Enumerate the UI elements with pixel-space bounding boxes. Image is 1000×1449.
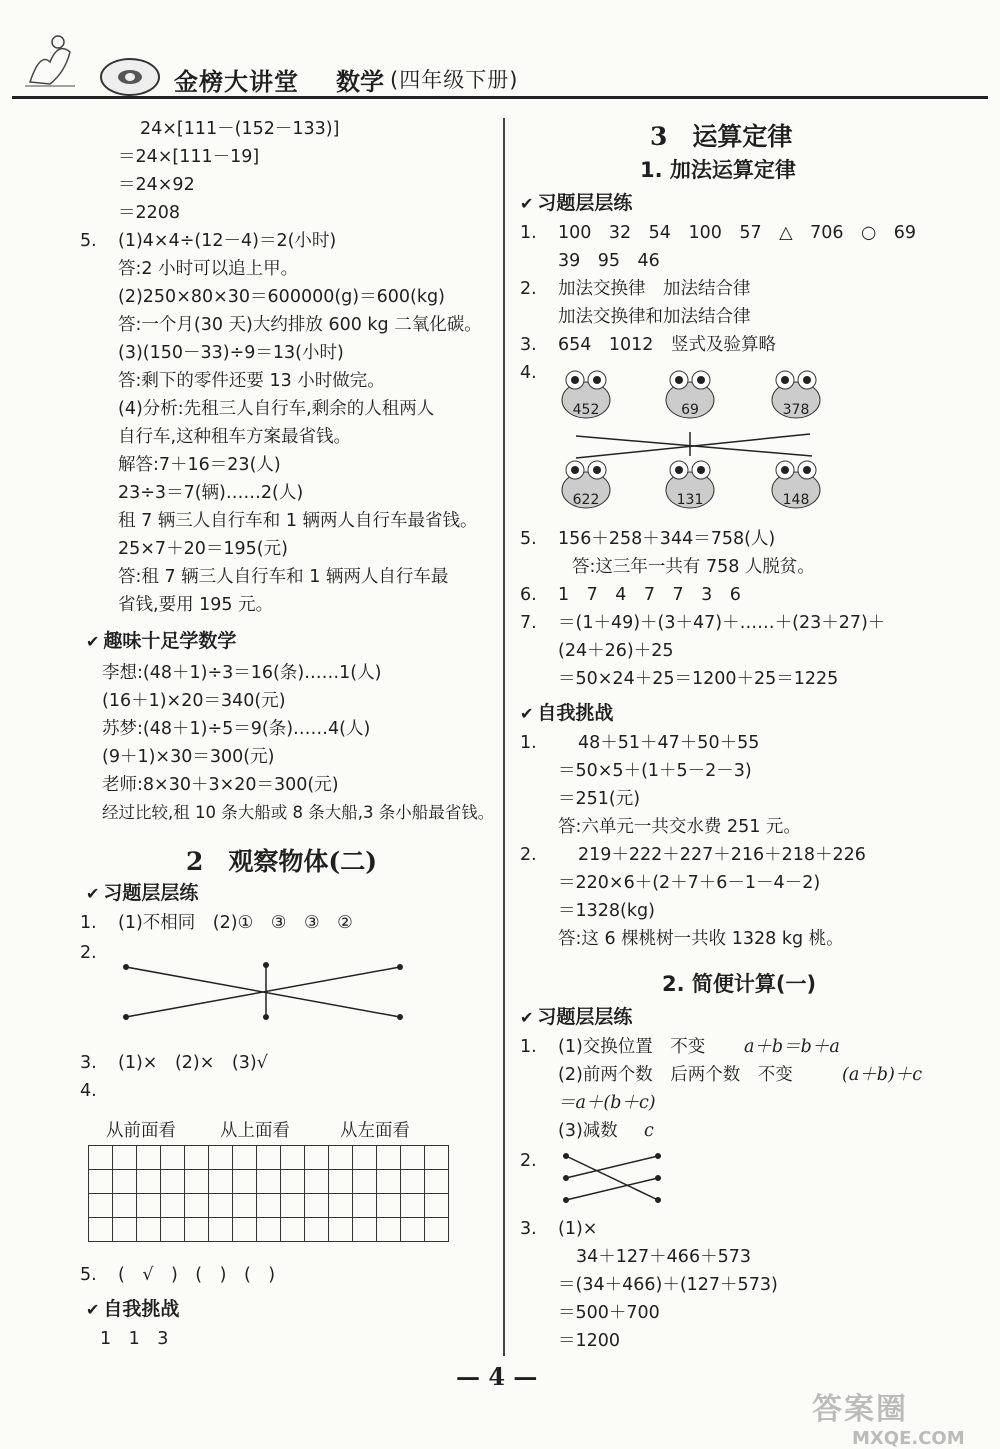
q5-line: 自行车,这种租车方案最省钱。 — [118, 427, 352, 447]
fun-line: 经过比较,租 10 条大船或 8 条大船,3 条小船最省钱。 — [102, 803, 495, 822]
s3-line: ＝(34＋466)＋(127＋573) — [558, 1275, 778, 1295]
q5-line: 答:租 7 辆三人自行车和 1 辆两人自行车最 — [118, 567, 449, 587]
q5-line: 租 7 辆三人自行车和 1 辆两人自行车最省钱。 — [118, 511, 478, 531]
header-rule — [12, 96, 988, 99]
q5-line: (4)分析:先租三人自行车,剩余的人租两人 — [118, 399, 435, 419]
view-label-front: 从前面看 — [106, 1121, 176, 1141]
header-grade: (四年级下册) — [390, 68, 519, 92]
frog-number: 131 — [676, 492, 704, 508]
q5-line: 25×7＋20＝195(元) — [118, 539, 288, 559]
q5-line: (3)(150－33)÷9＝13(小时) — [118, 343, 344, 363]
frog-icon — [558, 456, 614, 512]
frog-icon — [662, 366, 718, 422]
fun-line: 苏梦:(48＋1)÷5＝9(条)……4(人) — [102, 719, 371, 739]
watermark-logo — [812, 1384, 982, 1449]
s3-line: 34＋127＋466＋573 — [576, 1247, 751, 1267]
r7-answer: ＝(1＋49)＋(3＋47)＋……＋(23＋27)＋ — [558, 613, 886, 633]
check-icon: ✔ — [520, 1008, 534, 1027]
calc-line: ＝2208 — [118, 203, 181, 223]
q5-line: 解答:7＋16＝23(人) — [118, 455, 281, 475]
s1-answer: (2)前两个数 后两个数 不变 — [558, 1065, 793, 1085]
r6-number: 6. — [520, 585, 537, 605]
column-divider — [503, 118, 505, 1356]
r5-answer: 答:这三年一共有 758 人脱贫。 — [572, 557, 815, 577]
check-icon: ✔ — [86, 884, 100, 903]
r7-answer: ＝50×24＋25＝1200＋25＝1225 — [558, 669, 839, 689]
c2-line: 219＋222＋227＋216＋218＋226 — [578, 845, 866, 865]
view-grid — [88, 1145, 449, 1242]
p3-number: 3. — [80, 1053, 97, 1073]
r4-number: 4. — [520, 363, 537, 383]
r1-answer: 39 95 46 — [558, 251, 660, 271]
watermark-url: MXQE.COM — [852, 1428, 965, 1449]
q5-line: 答:一个月(30 天)大约排放 600 kg 二氧化碳。 — [118, 315, 482, 335]
r3-number: 3. — [520, 335, 537, 355]
view-label-top: 从上面看 — [220, 1121, 290, 1141]
challenge-section-title: ✔ 自我挑战 — [86, 1298, 180, 1320]
check-icon: ✔ — [86, 632, 100, 651]
q5-line: 答:剩下的零件还要 13 小时做完。 — [118, 371, 385, 391]
chapter-3-title: 3 运算定律 — [650, 122, 793, 151]
frog-number: 622 — [572, 492, 600, 508]
view-label-left: 从左面看 — [340, 1121, 410, 1141]
p1-answer: (1)不相同 (2)① ③ ③ ② — [118, 913, 353, 933]
challenge-section-title: ✔ 自我挑战 — [520, 702, 614, 724]
calc-line: 24×[111－(152－133)] — [140, 119, 340, 139]
check-icon: ✔ — [86, 1300, 100, 1319]
q5-number: 5. — [80, 231, 97, 251]
c1-line: ＝251(元) — [558, 789, 641, 809]
practice-section-title: ✔ 习题层层练 — [520, 192, 633, 214]
s1-answer: (1)交换位置 不变 — [558, 1037, 706, 1057]
s1-number: 1. — [520, 1037, 537, 1057]
s2-number: 2. — [520, 1151, 537, 1171]
c2-number: 2. — [520, 845, 537, 865]
s1-formula: a＋b＝b＋a — [744, 1037, 840, 1057]
c1-line: 48＋51＋47＋50＋55 — [578, 733, 760, 753]
matching-lines-diagram — [118, 955, 408, 1027]
c2-line: ＝220×6＋(2＋7＋6－1－4－2) — [558, 873, 821, 893]
r6-answer: 1 7 4 7 7 3 6 — [558, 585, 741, 605]
chapter-2-title: 2 观察物体(二) — [186, 847, 378, 876]
c1-number: 1. — [520, 733, 537, 753]
r1-answer: 100 32 54 100 57 △ 706 ○ 69 — [558, 223, 917, 243]
frog-icon — [768, 456, 824, 512]
fun-section-title: ✔ 趣味十足学数学 — [86, 630, 237, 652]
p5-answer: ( √ ) ( ) ( ) — [118, 1265, 276, 1285]
calc-line: ＝24×[111－19] — [118, 147, 260, 167]
p5-number: 5. — [80, 1265, 97, 1285]
header-logo-icon — [100, 58, 160, 96]
r2-answer: 加法交换律 加法结合律 — [558, 279, 751, 299]
r7-answer: (24＋26)＋25 — [558, 641, 674, 661]
c1-line: 答:六单元一共交水费 251 元。 — [558, 817, 801, 837]
frog-icon — [558, 366, 614, 422]
p4-number: 4. — [80, 1081, 97, 1101]
frog-icon — [768, 366, 824, 422]
r7-number: 7. — [520, 613, 537, 633]
q5-line: (2)250×80×30＝600000(g)＝600(kg) — [118, 287, 445, 307]
s1-formula: c — [644, 1121, 654, 1141]
sub2-title: 2. 简便计算(一) — [662, 972, 817, 996]
s1-formula: (a＋b)＋c — [842, 1065, 923, 1085]
s3-line: ＝1200 — [558, 1331, 621, 1351]
q5-line: 答:2 小时可以追上甲。 — [118, 259, 299, 279]
r3-answer: 654 1012 竖式及验算略 — [558, 335, 776, 355]
r2-number: 2. — [520, 279, 537, 299]
c1-line: ＝50×5＋(1＋5－2－3) — [558, 761, 752, 781]
fun-line: 老师:8×30＋3×20＝300(元) — [102, 775, 339, 795]
r5-answer: 156＋258＋344＝758(人) — [558, 529, 776, 549]
q5-line: 省钱,要用 195 元。 — [118, 595, 274, 615]
s3-number: 3. — [520, 1219, 537, 1239]
c2-line: ＝1328(kg) — [558, 901, 655, 921]
p1-number: 1. — [80, 913, 97, 933]
calc-line: ＝24×92 — [118, 175, 195, 195]
fun-line: 李想:(48＋1)÷3＝16(条)……1(人) — [102, 663, 382, 683]
sub1-title: 1. 加法运算定律 — [640, 158, 796, 182]
frog-icon — [662, 456, 718, 512]
r2-answer: 加法交换律和加法结合律 — [558, 307, 751, 327]
q5-line: 23÷3＝7(辆)……2(人) — [118, 483, 304, 503]
frog-number: 69 — [681, 402, 699, 418]
fun-line: (9＋1)×30＝300(元) — [102, 747, 275, 767]
header-brand: 金榜大讲堂 — [174, 68, 299, 96]
practice-section-title: ✔ 习题层层练 — [86, 882, 199, 904]
s3-line: (1)× — [558, 1219, 598, 1239]
watermark-text: 答案圈 — [812, 1392, 908, 1427]
check-icon: ✔ — [520, 704, 534, 723]
page-number: — 4 — — [456, 1362, 538, 1391]
s1-formula: ＝a＋(b＋c) — [558, 1093, 656, 1113]
matching-lines-diagram — [558, 1148, 668, 1208]
frog-number: 452 — [572, 402, 600, 418]
p3-answer: (1)× (2)× (3)√ — [118, 1053, 268, 1073]
frog-number: 148 — [782, 492, 810, 508]
r5-number: 5. — [520, 529, 537, 549]
frog-number: 378 — [782, 402, 810, 418]
p2-number: 2. — [80, 943, 97, 963]
header-decoration-icon — [20, 22, 80, 92]
check-icon: ✔ — [520, 194, 534, 213]
q5-line: (1)4×4÷(12－4)＝2(小时) — [118, 231, 337, 251]
s3-line: ＝500＋700 — [558, 1303, 660, 1323]
header-subject: 数学 — [336, 68, 384, 96]
fun-line: (16＋1)×20＝340(元) — [102, 691, 286, 711]
c2-line: 答:这 6 棵桃树一共收 1328 kg 桃。 — [558, 929, 844, 949]
practice-section-title: ✔ 习题层层练 — [520, 1006, 633, 1028]
s1-answer: (3)减数 — [558, 1121, 618, 1141]
r1-number: 1. — [520, 223, 537, 243]
challenge-answer: 1 1 3 — [100, 1329, 169, 1349]
